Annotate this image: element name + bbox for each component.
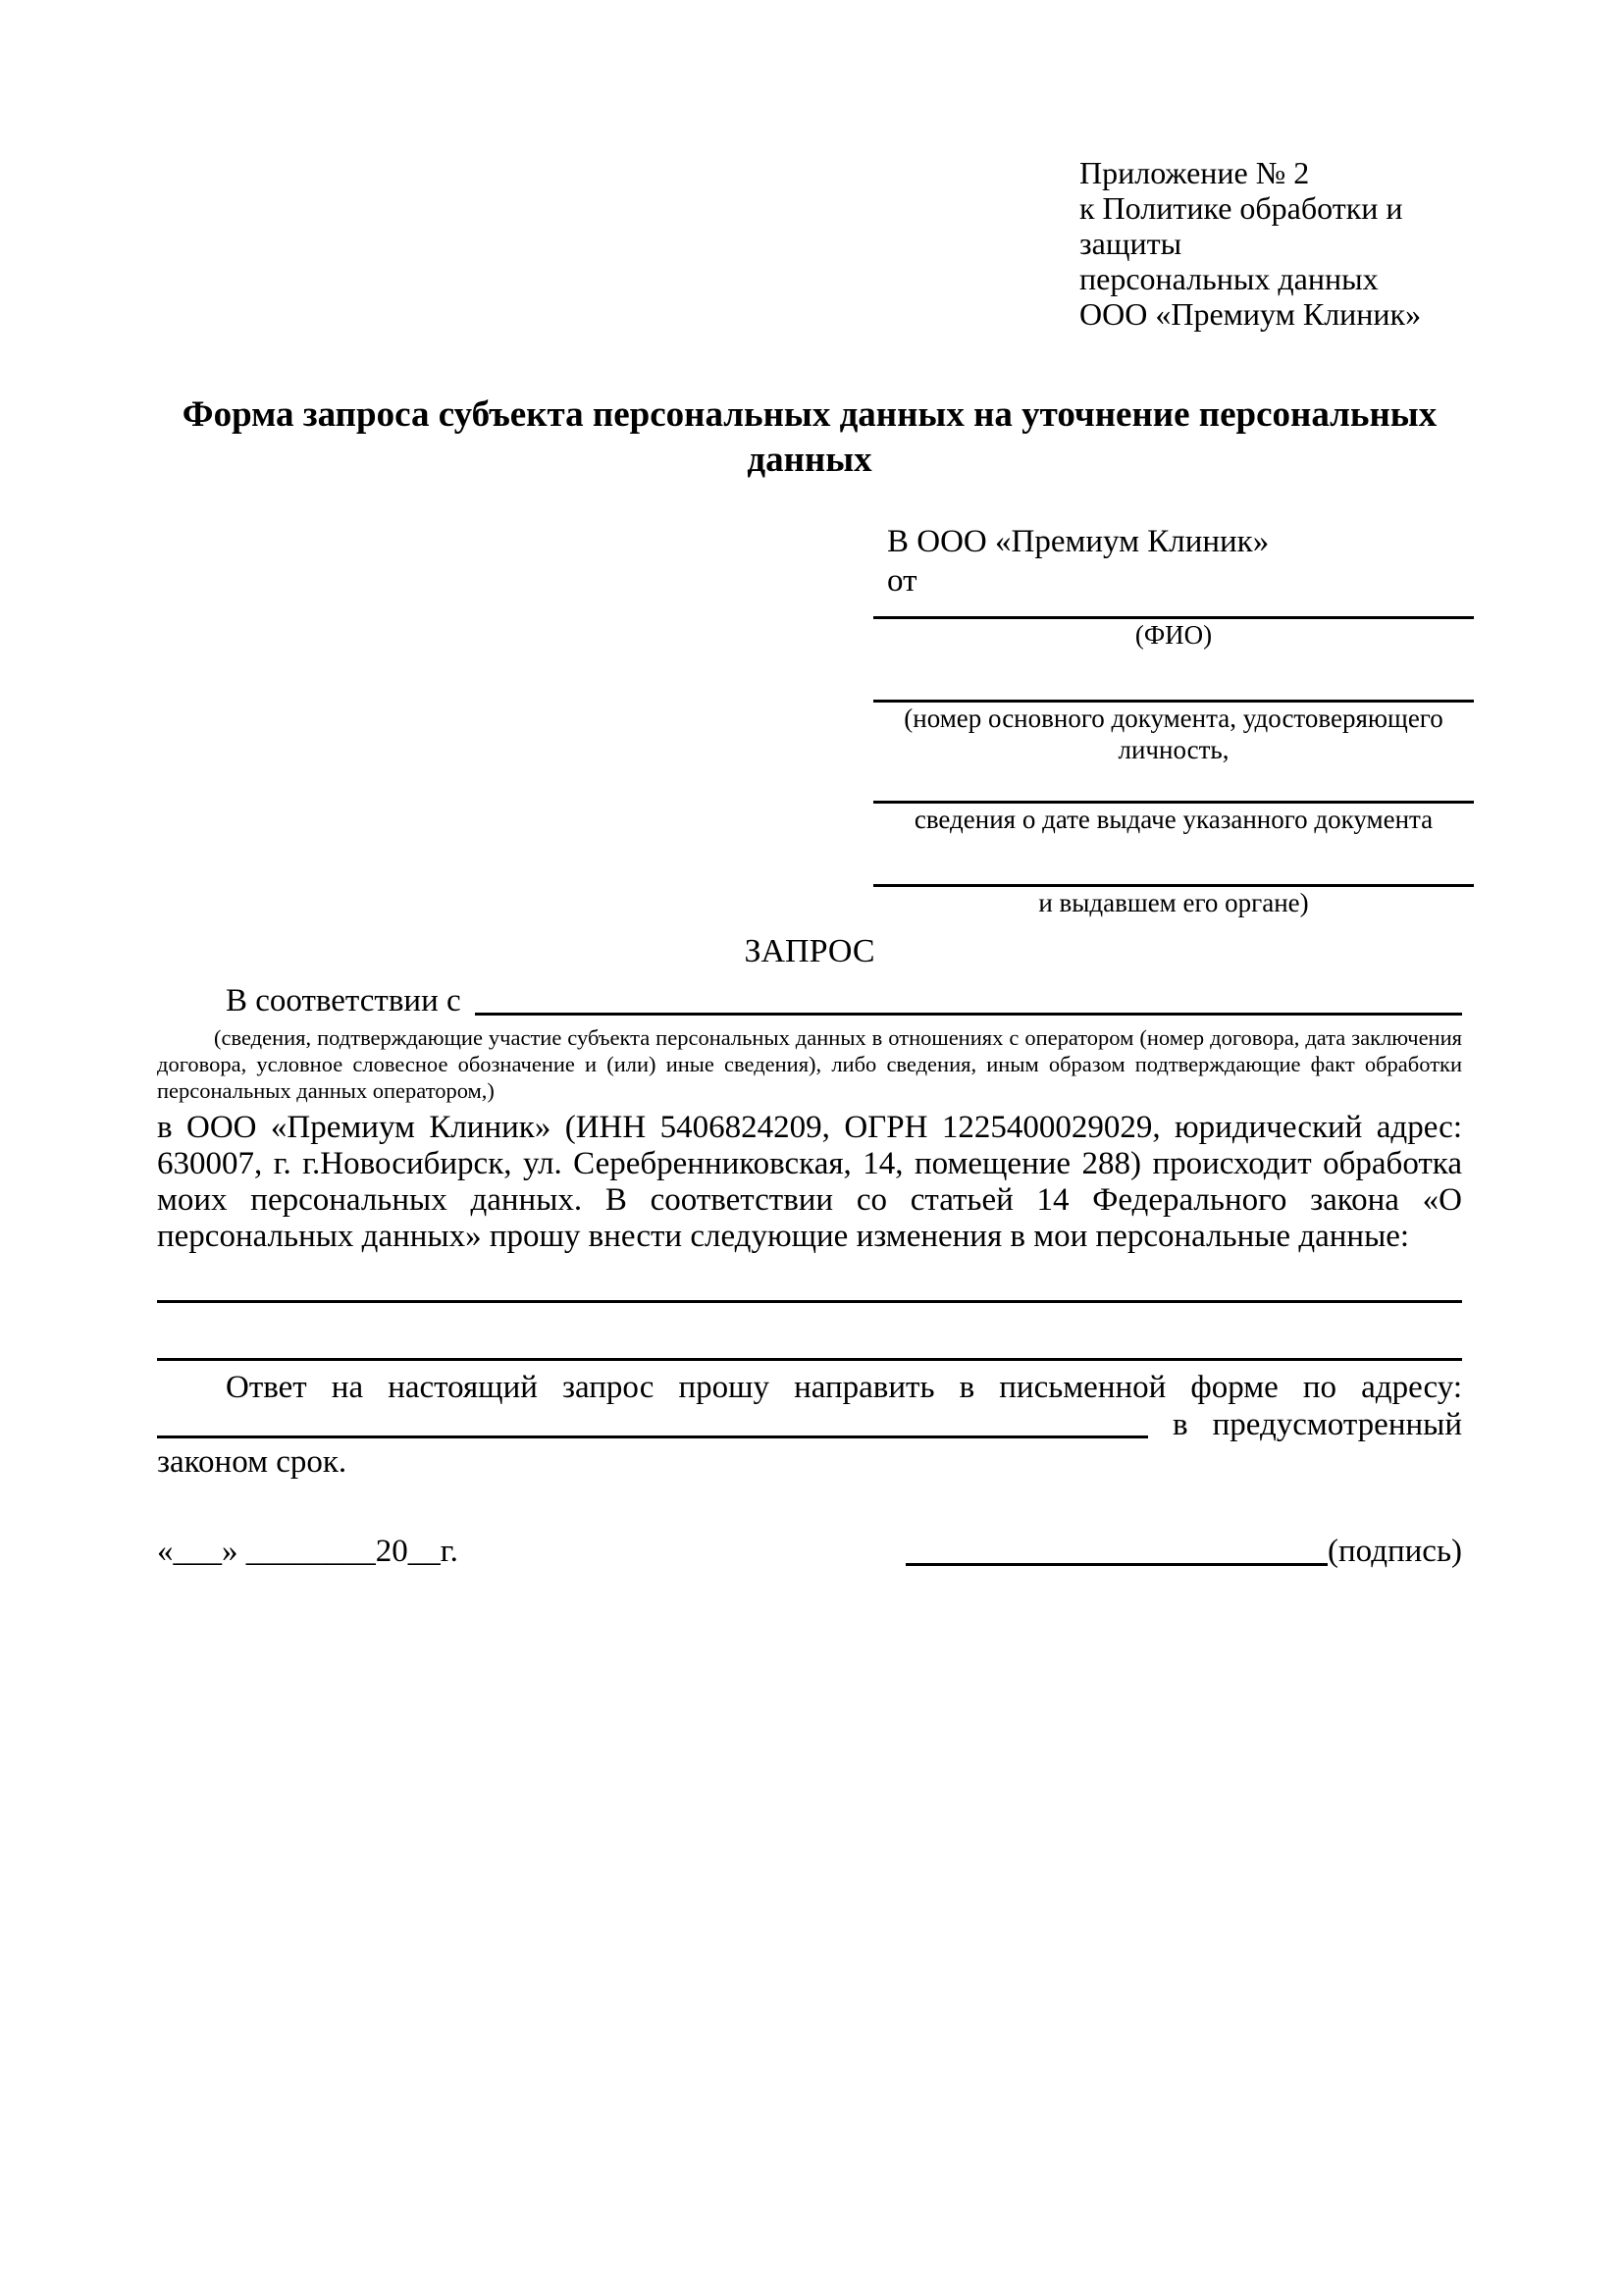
fio-field-caption: (ФИО) xyxy=(1134,620,1213,650)
appendix-header-line: Приложение № 2 xyxy=(1079,155,1310,190)
addressee-block xyxy=(873,522,1474,918)
changes-field-line-1 xyxy=(157,1255,1462,1303)
reply-address-field-line xyxy=(157,1435,1148,1438)
document-content xyxy=(157,0,1462,1571)
addressee-from-label: от xyxy=(887,563,917,599)
fio-field-line xyxy=(873,600,1474,619)
appendix-header-line: персональных данных xyxy=(1079,261,1379,296)
accordance-field-line xyxy=(475,1013,1462,1016)
appendix-header xyxy=(1079,155,1462,332)
document-number-field-caption: (номер основного документа, удостоверяющего личность, xyxy=(904,704,1443,764)
document-number-field-line xyxy=(873,651,1474,703)
accordance-line xyxy=(157,981,1462,1020)
issuing-authority-field-line xyxy=(873,835,1474,887)
addressee-to: В ООО «Премиум Клиник» xyxy=(887,524,1270,559)
changes-field-line-2 xyxy=(157,1303,1462,1361)
reply-inline-word: в xyxy=(1173,1407,1188,1442)
request-heading: ЗАПРОС xyxy=(744,933,875,969)
reply-paragraph-line: Ответ на настоящий запрос прошу направить в письменной форме по адресу: xyxy=(226,1370,1462,1405)
signature-group xyxy=(906,1532,1462,1571)
issuing-authority-field-caption: и выдавшем его органе) xyxy=(1038,888,1309,917)
reply-address-row xyxy=(157,1406,1462,1443)
appendix-header-line: к Политике обработки и защиты xyxy=(1079,190,1403,261)
signature-caption: (подпись) xyxy=(1328,1534,1462,1569)
issue-date-field-line xyxy=(873,765,1474,804)
form-title: Форма запроса субъекта персональных данных на уточнение персональных данных xyxy=(182,394,1438,480)
body-paragraph: в ООО «Премиум Клиник» (ИНН 5406824209, ОГРН 1225400029029, юридический адрес: 630007, г. г.Новосибирск, ул. Серебренниковская, 14, помещение 288) происходит обработка моих персональных данных. В соответствии со статьей 14 Федерального закона «О персональных данных» прошу внести следующие изменения в мои персональные данные: xyxy=(157,1110,1462,1254)
accordance-footnote: (сведения, подтверждающие участие субъекта персональных данных в отношениях с оператором (номер договора, дата заключения договора, условное словесное обозначение и (или) иные сведения), либо сведения, иным образом подтверждающие факт обработки персональных данных оператором,) xyxy=(157,1025,1462,1103)
date-signature-row xyxy=(157,1532,1462,1571)
signature-field-line xyxy=(906,1563,1328,1566)
appendix-header-line: ООО «Премиум Клиник» xyxy=(1079,296,1422,332)
reply-paragraph-tail: законом срок. xyxy=(157,1444,347,1480)
issue-date-field-caption: сведения о дате выдаче указанного документа xyxy=(914,805,1434,834)
date-line: «___» ________20__г. xyxy=(157,1534,458,1569)
reply-inline-word: предусмотренный xyxy=(1212,1407,1462,1442)
accordance-lead-text: В соответствии с xyxy=(226,983,461,1018)
